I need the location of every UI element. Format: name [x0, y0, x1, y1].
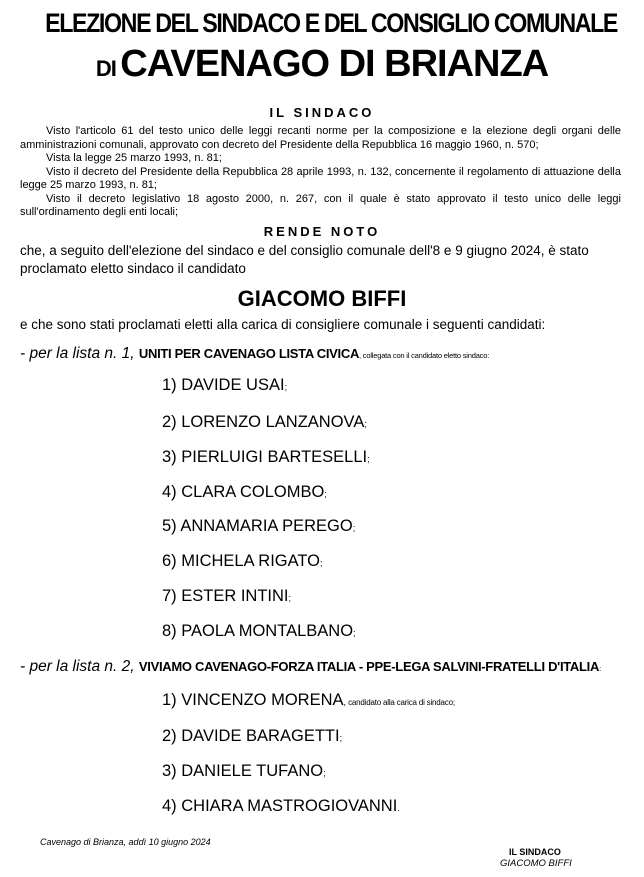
signature-title: IL SINDACO [509, 847, 561, 857]
list-2-note: : [599, 664, 601, 673]
councillors-intro: e che sono stati proclamati eletti alla carica di consigliere comunale i seguenti candidati: [20, 317, 546, 332]
list-item: 1) DAVIDE USAI; [162, 376, 288, 394]
heading-rende-noto: RENDE NOTO [263, 224, 381, 239]
list-item: 4) CLARA COLOMBO; [162, 483, 327, 501]
list-item: 5) ANNAMARIA PEREGO; [162, 517, 356, 535]
list-1-header [20, 345, 630, 363]
municipality-title [0, 43, 644, 86]
list-2-header [20, 658, 630, 676]
visto-section [20, 125, 621, 220]
list-item: 1) VINCENZO MORENA, candidato alla carica di sindaco; [162, 691, 455, 709]
list-item: 3) PIERLUIGI BARTESELLI; [162, 448, 370, 466]
municipality-name: CAVENAGO DI BRIANZA [120, 43, 549, 85]
visto-paragraph: Visto il decreto legislativo 18 agosto 2000, n. 267, con il quale è stato approvato il testo unico delle leggi sull'ordinamento degli enti locali; [20, 192, 621, 218]
document-title: ELEZIONE DEL SINDACO E DEL CONSIGLIO COMUNALE [45, 8, 618, 38]
announcement-text: che, a seguito dell'elezione del sindaco e del consiglio comunale dell'8 e 9 giugno 2024, è stato proclamato eletto sindaco il candidato [20, 243, 589, 276]
list-item: 7) ESTER INTINI; [162, 587, 292, 605]
list-item: 3) DANIELE TUFANO; [162, 762, 326, 780]
list-item: 6) MICHELA RIGATO; [162, 552, 323, 570]
list-item: 4) CHIARA MASTROGIOVANNI. [162, 797, 400, 815]
visto-paragraph: Vista la legge 25 marzo 1993, n. 81; [46, 152, 222, 164]
list-item: 2) LORENZO LANZANOVA; [162, 413, 367, 431]
visto-paragraph: Visto l'articolo 61 del testo unico delle leggi recanti norme per la composizione e la elezione degli organi delle amministrazioni comunali, approvato con decreto del Presidente della Repubblica 16 maggio 1960, n. 570; [20, 125, 621, 151]
list-1-prefix: - per la lista n. 1, [20, 345, 135, 362]
list-item: 2) DAVIDE BARAGETTI; [162, 727, 343, 745]
list-1-note: , collegata con il candidato eletto sindaco: [359, 351, 490, 360]
list-item: 8) PAOLA MONTALBANO; [162, 622, 356, 640]
municipality-prefix: DI [95, 56, 116, 81]
list-2-name: VIVIAMO CAVENAGO-FORZA ITALIA - PPE-LEGA SALVINI-FRATELLI D'ITALIA [138, 659, 600, 674]
heading-il-sindaco: IL SINDACO [269, 105, 375, 120]
list-1-name: UNITI PER CAVENAGO LISTA CIVICA [138, 346, 360, 361]
visto-paragraph: Visto il decreto del Presidente della Repubblica 28 aprile 1993, n. 132, concernente il regolamento di attuazione della legge 25 marzo 1993, n. 81; [20, 165, 621, 191]
signature-name: GIACOMO BIFFI [500, 858, 572, 869]
place-and-date: Cavenago di Brianza, addì 10 giugno 2024 [40, 837, 211, 847]
list-2-prefix: - per la lista n. 2, [20, 658, 135, 675]
elected-mayor-name: GIACOMO BIFFI [237, 286, 407, 311]
